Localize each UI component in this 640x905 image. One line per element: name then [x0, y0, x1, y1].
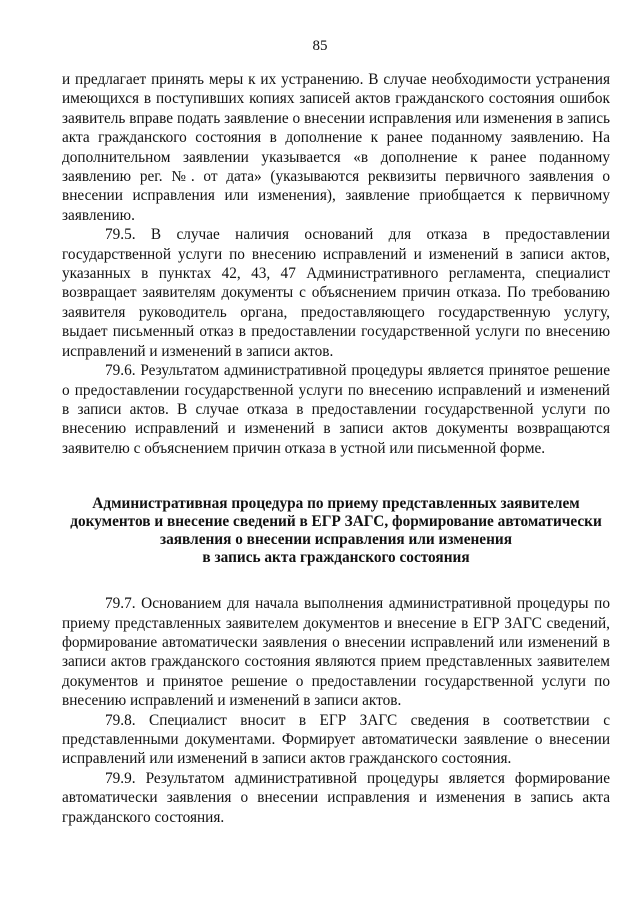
- section-heading: [62, 495, 610, 567]
- paragraph-continuation: и предлагает принять меры к их устранению. В случае необходимости устранения имеющихся в поступивших копиях записей актов гражданского состояния ошибок заявитель вправе подать заявление о внесении исправления или изменения в запись акта гражданского состояния в дополнение к ранее поданному заявлению. На дополнительном заявлении указывается «в дополнение к ранее поданному заявлению рег. №. от дата» (указываются реквизиты первичного заявления о внесении исправления или изменения), заявление приобщается к первичному заявлению.: [62, 71, 610, 224]
- heading-line: документов и внесение сведений в ЕГР ЗАГС, формирование автоматически: [70, 513, 602, 531]
- document-body: [62, 70, 610, 827]
- paragraph-79-5: 79.5. В случае наличия оснований для отказа в предоставлении государственной услуги по внесению исправлений и изменений в записи актов, указанных в пунктах 42, 43, 47 Административного регламента, специалист возвращает заявителям документы с объяснением причин отказа. По требованию заявителя руководитель органа, предоставляющего государственную услугу, выдает письменный отказ в предоставлении государственной услуги по внесению исправлений и изменений в записи актов.: [62, 226, 610, 360]
- heading-line: Административная процедура по приему представленных заявителем: [92, 495, 580, 513]
- paragraph-79-7: 79.7. Основанием для начала выполнения административной процедуры по приему представленных заявителем документов и внесение в ЕГР ЗАГС сведений, формирование автоматически заявления о внесении исправлений или изменений в записи актов гражданского состояния являются прием представленных заявителем документов и принятое решение о предоставлении государственной услуги по внесению исправлений и изменений в записи актов.: [62, 595, 610, 710]
- paragraph-79-9: 79.9. Результатом административной процедуры является формирование автоматически заявления о внесении исправления и изменения в запись акта гражданского состояния.: [62, 769, 610, 826]
- heading-line: в запись акта гражданского состояния: [202, 549, 470, 567]
- paragraph-79-8: 79.8. Специалист вносит в ЕГР ЗАГС сведения в соответствии с представленными документами. Формирует автоматически заявление о внесении исправлений или изменений в записи актов гражданского состояния.: [62, 711, 610, 768]
- heading-line: заявления о внесении исправления или изменения: [159, 531, 512, 549]
- page-number: 85: [312, 38, 328, 54]
- paragraph-79-6: 79.6. Результатом административной процедуры является принятое решение о предоставлении государственной услуги по внесению исправлений и изменений в записи актов. В случае отказа в предоставлении государственной услуги по внесению исправлений и изменений в записи актов документы возвращаются заявителю с объяснением причин отказа в устной или письменной форме.: [62, 362, 610, 457]
